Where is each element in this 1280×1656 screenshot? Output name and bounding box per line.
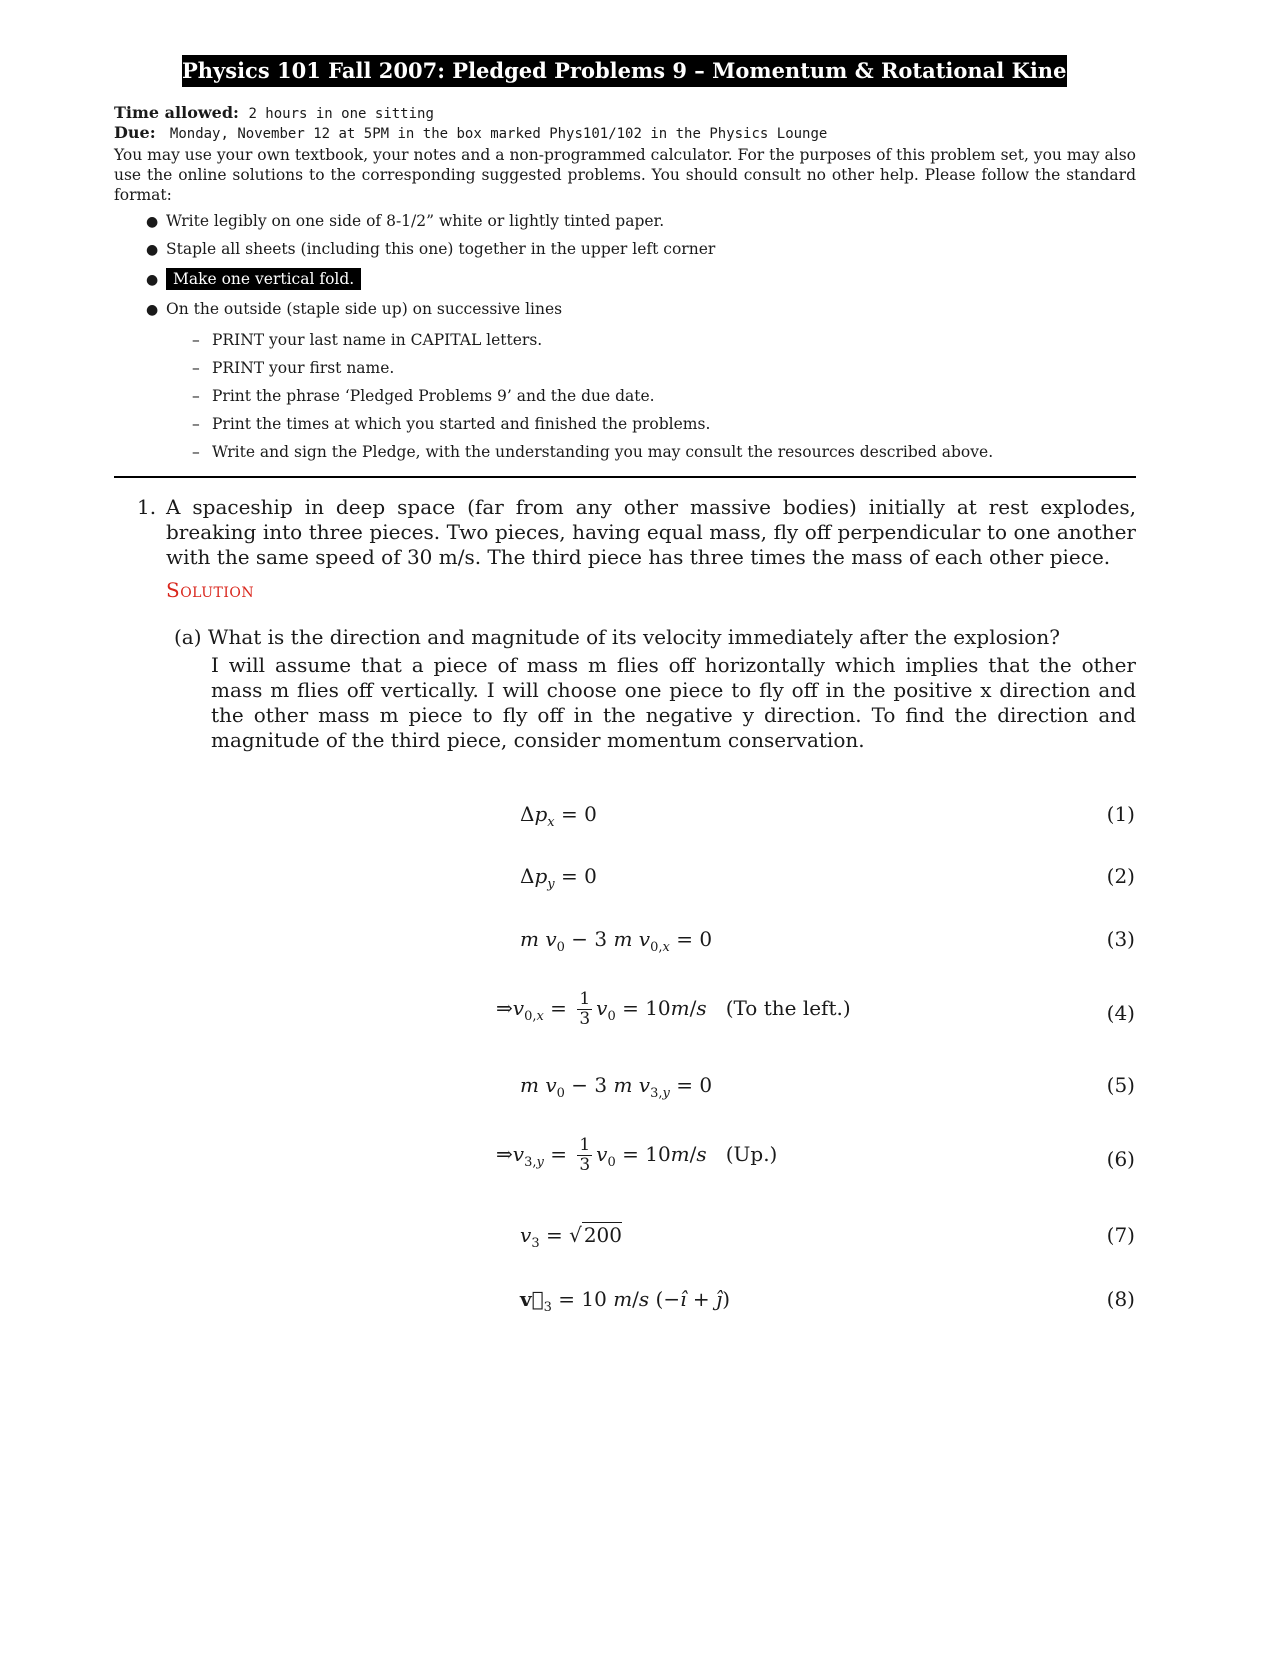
list-item bbox=[146, 270, 361, 288]
list-item-text: Write legibly on one side of 8-1/2” white or lightly tinted paper. bbox=[166, 212, 665, 230]
due-value: Monday, November 12 at 5PM in the box marked Phys101/102 in the Physics Lounge bbox=[169, 126, 828, 142]
equation-number: (2) bbox=[1106, 864, 1135, 888]
list-item-text: On the outside (staple side up) on successive lines bbox=[166, 300, 563, 318]
sub-list-item: – Print the phrase ‘Pledged Problems 9’ and the due date. bbox=[192, 387, 655, 405]
sub-list-item: – Print the times at which you started and finished the problems. bbox=[192, 415, 711, 433]
bullet-icon: ● bbox=[146, 214, 159, 230]
sub-list-item: – PRINT your last name in CAPITAL letters. bbox=[192, 331, 543, 349]
intro-paragraph: You may use your own textbook, your notes and a non-programmed calculator. For the purposes of this problem set, you may also use the online solutions to the corresponding suggested problems. You should consult no other help. Please follow the standard format: bbox=[114, 146, 1136, 204]
equation-6-note: (Up.) bbox=[725, 1142, 778, 1166]
equation-5: m $v_0 - 3$ m $v_{3,y} = 0$ bbox=[520, 1073, 713, 1101]
due-label: Due: bbox=[114, 123, 156, 142]
equation-number: (6) bbox=[1106, 1147, 1135, 1171]
bullet-icon: ● bbox=[146, 272, 159, 288]
equation-number: (5) bbox=[1106, 1073, 1135, 1097]
equation-number: (4) bbox=[1106, 1001, 1135, 1025]
equation-1: $\Delta p_x = 0$ bbox=[520, 802, 597, 830]
equation-4: $\Rightarrow v_{0,x}$ = $\frac{1}{3}$ $v_0 = 10m/s$ (To the left.) bbox=[496, 989, 851, 1029]
part-a-question: What is the direction and magnitude of its velocity immediately after the explosion? bbox=[207, 625, 1060, 649]
equation-number: (1) bbox=[1106, 802, 1135, 826]
part-a-question-line bbox=[174, 625, 1060, 649]
equation-number: (7) bbox=[1106, 1223, 1135, 1247]
list-item bbox=[146, 300, 562, 318]
list-item bbox=[146, 212, 664, 230]
solution-label: Solution bbox=[166, 578, 255, 602]
part-a-explanation: I will assume that a piece of mass m flies off horizontally which implies that the other mass m flies off vertically. I will choose one piece to fly off in the positive x direction and the other mass m piece to fly off in the negative y direction. To find the direction and magnitude of the third piece, consider momentum conservation. bbox=[211, 653, 1136, 752]
equation-number: (8) bbox=[1106, 1287, 1135, 1311]
equation-4-note: (To the left.) bbox=[725, 996, 851, 1020]
part-a-label: (a) bbox=[174, 625, 202, 649]
due-line bbox=[114, 123, 827, 142]
equation-number: (3) bbox=[1106, 927, 1135, 951]
page-title: Physics 101 Fall 2007: Pledged Problems 9 – Momentum & Rotational Kinematics bbox=[182, 55, 1067, 87]
problem-number: 1. bbox=[137, 495, 157, 519]
list-item bbox=[146, 240, 715, 258]
list-item-text: Staple all sheets (including this one) together in the upper left corner bbox=[166, 240, 716, 258]
bullet-icon: ● bbox=[146, 242, 159, 258]
equation-7: $v_3$ = √ 200 bbox=[520, 1223, 622, 1251]
section-divider bbox=[114, 476, 1136, 478]
time-allowed-label: Time allowed: bbox=[114, 103, 239, 122]
fold-highlight: Make one vertical fold. bbox=[166, 268, 361, 290]
equation-3: m $v_0 - 3$ m $v_{0,x} = 0$ bbox=[520, 927, 713, 955]
equation-6: $\Rightarrow v_{3,y}$ = $\frac{1}{3}$ $v_0 = 10m/s$ (Up.) bbox=[496, 1135, 778, 1175]
problem-statement: A spaceship in deep space (far from any other massive bodies) initially at rest explodes, breaking into three pieces. Two pieces, having equal mass, fly off perpendicular to one another with the same speed of 30 m/s. The third piece has three times the mass of each other piece. bbox=[166, 495, 1136, 569]
time-allowed-value: 2 hours in one sitting bbox=[248, 106, 434, 122]
bullet-icon: ● bbox=[146, 302, 159, 318]
time-allowed-line bbox=[114, 103, 434, 122]
equation-8: $v⃗_3 = 10$ m/s (−î + ĵ) bbox=[520, 1287, 730, 1315]
equation-2: $\Delta p_y = 0$ bbox=[520, 864, 597, 892]
sub-list-item: – Write and sign the Pledge, with the understanding you may consult the resources described above. bbox=[192, 443, 994, 461]
sub-list-item: – PRINT your first name. bbox=[192, 359, 395, 377]
